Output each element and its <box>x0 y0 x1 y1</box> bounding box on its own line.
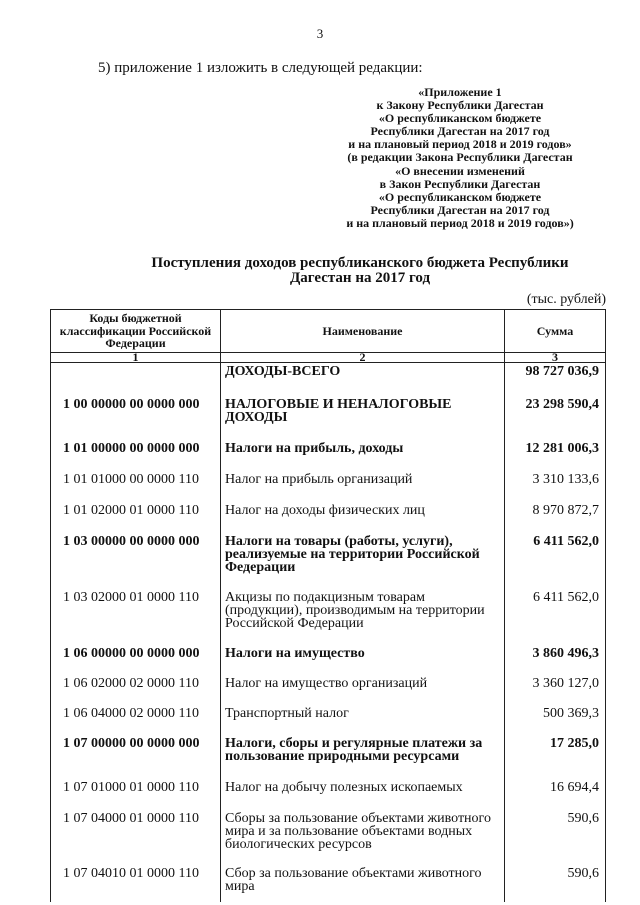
row-amount-cell: 16 694,4 <box>505 776 606 807</box>
row-code-cell: 1 01 00000 00 0000 000 <box>51 437 221 468</box>
table-row <box>51 807 606 862</box>
row-amount-cell: 3 860 496,3 <box>505 642 606 672</box>
row-code-cell <box>51 363 221 394</box>
row-amount-cell: 590,6 <box>505 862 606 902</box>
row-amount-cell: 12 281 006,3 <box>505 437 606 468</box>
row-name-cell: Налоги на товары (работы, услуги), реализуемые на территории Российской Федерации <box>221 530 505 586</box>
row-name-cell: Сбор за пользование объектами животного мира <box>221 862 505 902</box>
annex-line: (в редакции Закона Республики Дагестан <box>347 150 573 165</box>
row-code-cell: 1 07 04000 01 0000 110 <box>51 807 221 862</box>
annex-heading <box>315 86 605 230</box>
row-code-cell: 1 03 00000 00 0000 000 <box>51 530 221 586</box>
page-number: 3 <box>316 26 324 41</box>
row-code-cell: 1 06 04000 02 0000 110 <box>51 702 221 732</box>
annex-line: «О республиканском бюджете <box>378 189 542 204</box>
revenue-table <box>50 309 606 902</box>
row-name-cell: Налог на доходы физических лиц <box>221 499 505 530</box>
table-row <box>51 586 606 642</box>
row-code-cell: 1 06 02000 02 0000 110 <box>51 672 221 702</box>
row-name-cell: Налог на имущество организаций <box>221 672 505 702</box>
table-row <box>51 642 606 672</box>
column-number: 1 <box>51 353 221 363</box>
column-header-amount: Сумма <box>505 310 606 353</box>
row-code-cell: 1 07 00000 00 0000 000 <box>51 732 221 776</box>
annex-line: «О республиканском бюджете <box>378 111 542 126</box>
row-amount-cell: 6 411 562,0 <box>505 586 606 642</box>
row-name-cell: Налоги на имущество <box>221 642 505 672</box>
row-code-cell: 1 03 02000 01 0000 110 <box>51 586 221 642</box>
row-name-cell: Налог на добычу полезных ископаемых <box>221 776 505 807</box>
table-row <box>51 363 606 394</box>
row-code-cell: 1 01 02000 01 0000 110 <box>51 499 221 530</box>
table-header-row <box>51 310 606 353</box>
table-row <box>51 862 606 902</box>
row-name-cell: Транспортный налог <box>221 702 505 732</box>
row-amount-cell: 23 298 590,4 <box>505 393 606 437</box>
row-name-cell: НАЛОГОВЫЕ И НЕНАЛОГОВЫЕ ДОХОДЫ <box>221 393 505 437</box>
column-number: 2 <box>221 353 505 363</box>
row-amount-cell: 6 411 562,0 <box>505 530 606 586</box>
row-name-cell: Налог на прибыль организаций <box>221 468 505 499</box>
row-code-cell: 1 01 01000 00 0000 110 <box>51 468 221 499</box>
annex-line: к Закону Республики Дагестан <box>376 98 544 113</box>
row-amount-cell: 590,6 <box>505 807 606 862</box>
annex-line: и на плановый период 2018 и 2019 годов») <box>346 215 574 230</box>
table-row <box>51 393 606 437</box>
annex-line: и на плановый период 2018 и 2019 годов» <box>348 137 572 152</box>
table-body <box>51 363 606 903</box>
row-name-cell: Налоги на прибыль, доходы <box>221 437 505 468</box>
column-header-code: Коды бюджетной классификации Российской Федерации <box>51 310 221 353</box>
table-row <box>51 732 606 776</box>
column-number: 3 <box>505 353 606 363</box>
table-row <box>51 468 606 499</box>
annex-line: Республики Дагестан на 2017 год <box>370 202 550 217</box>
row-amount-cell: 3 310 133,6 <box>505 468 606 499</box>
intro-text: 5) приложение 1 изложить в следующей редакции: <box>98 60 423 76</box>
table-title: Поступления доходов республиканского бюджета Республики Дагестан на 2017 год <box>151 255 569 286</box>
row-name-cell: ДОХОДЫ-ВСЕГО <box>221 363 505 394</box>
row-name-cell: Акцизы по подакцизным товарам (продукции), производимым на территории Российской Федерации <box>221 586 505 642</box>
table-row <box>51 437 606 468</box>
row-code-cell: 1 07 01000 01 0000 110 <box>51 776 221 807</box>
row-code-cell: 1 06 00000 00 0000 000 <box>51 642 221 672</box>
row-code-cell: 1 07 04010 01 0000 110 <box>51 862 221 902</box>
table-row <box>51 530 606 586</box>
row-amount-cell: 17 285,0 <box>505 732 606 776</box>
annex-line: «О внесении изменений <box>395 163 525 178</box>
row-amount-cell: 98 727 036,9 <box>505 363 606 394</box>
row-code-cell: 1 00 00000 00 0000 000 <box>51 393 221 437</box>
annex-line: «Приложение 1 <box>418 85 502 99</box>
annex-line: в Закон Республики Дагестан <box>379 176 541 191</box>
table-row <box>51 499 606 530</box>
annex-line: Республики Дагестан на 2017 год <box>370 124 550 139</box>
row-name-cell: Сборы за пользование объектами животного мира и за пользование объектами водных биологических ресурсов <box>221 807 505 862</box>
row-amount-cell: 3 360 127,0 <box>505 672 606 702</box>
row-amount-cell: 500 369,3 <box>505 702 606 732</box>
table-row <box>51 702 606 732</box>
row-name-cell: Налоги, сборы и регулярные платежи за пользование природными ресурсами <box>221 732 505 776</box>
unit-note: (тыс. рублей) <box>526 292 606 307</box>
row-amount-cell: 8 970 872,7 <box>505 499 606 530</box>
table-row <box>51 776 606 807</box>
column-number-row <box>51 353 606 363</box>
column-header-name: Наименование <box>221 310 505 353</box>
table-row <box>51 672 606 702</box>
